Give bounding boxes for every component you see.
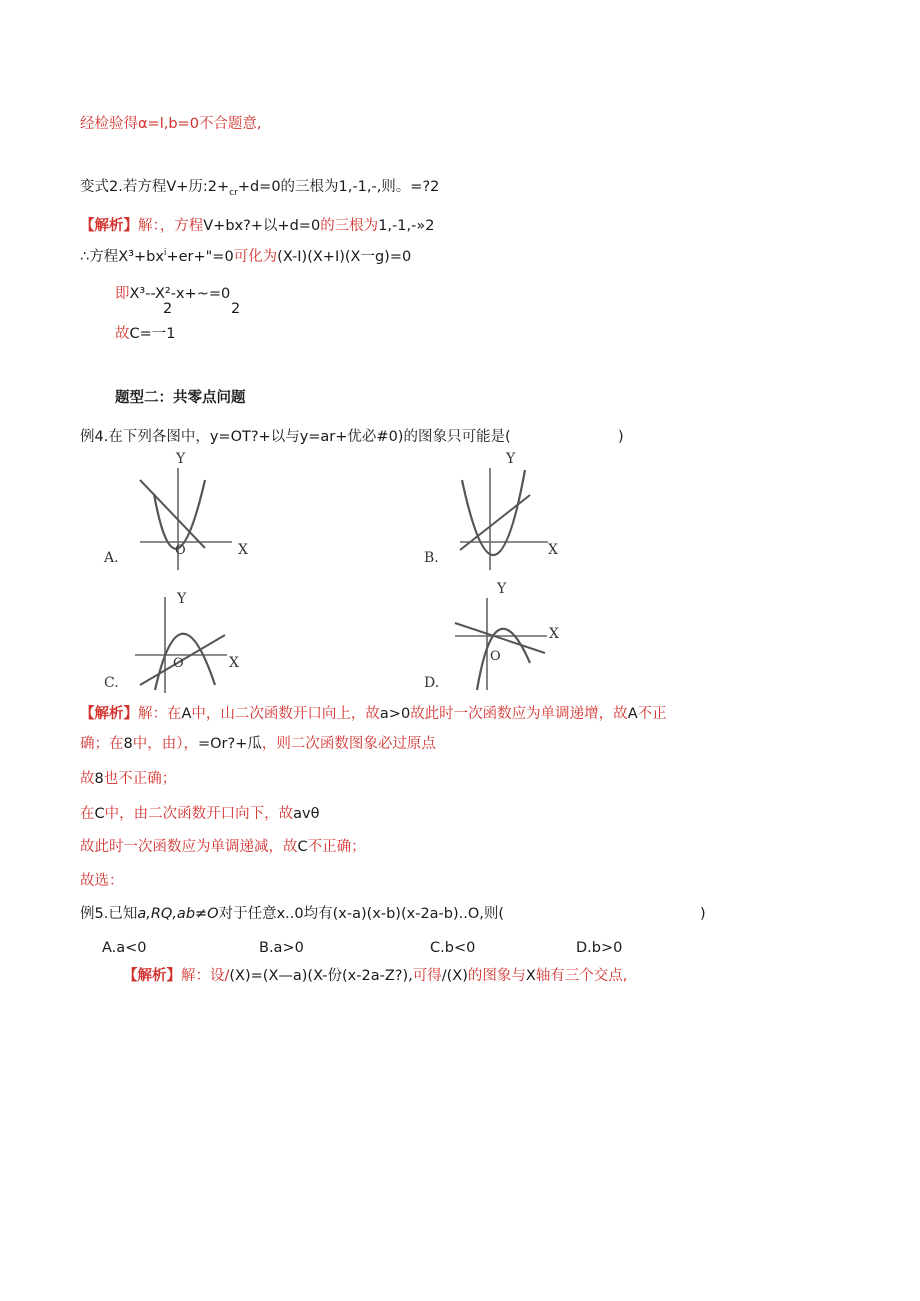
analysis-4c: 中，由二次函数开口向下，故	[104, 806, 294, 822]
analysis-3c: 也不正确；	[103, 771, 177, 787]
analysis-1d: a>0	[379, 706, 411, 722]
graph-b-x-label: X	[548, 542, 558, 558]
solution-tag: 【解析】	[80, 218, 138, 234]
equation-part-2: +er+"=0	[166, 248, 234, 265]
analysis-2d: =Or?+瓜	[197, 736, 262, 752]
analysis-1a: 解：在	[138, 706, 182, 722]
graph-b-y-label: Y	[506, 451, 516, 467]
analysis-1b: A	[181, 706, 192, 722]
example-5-analysis-e: 的图象与	[467, 968, 526, 984]
graph-d-y-label: Y	[497, 581, 507, 597]
variant-2-subscript: cr	[229, 187, 238, 198]
analysis-2e: ，则二次函数图象必过原点	[261, 736, 436, 752]
example-5-option-c: C.b<0	[430, 940, 476, 956]
example-5-lead: 例5.已知	[80, 906, 138, 922]
analysis-1e: 故此时一次函数应为单调递增，故	[410, 706, 628, 722]
example-5-condition: a,RQ,ab≠O	[137, 906, 219, 922]
analysis-2c: 中，由），	[132, 736, 198, 752]
fraction-denominator-right: 2	[231, 301, 241, 317]
example-5-option-b: B.a>0	[259, 940, 304, 956]
analysis-4a: 在	[80, 806, 95, 822]
example-5-close-paren: )	[700, 906, 706, 922]
example-5-option-a: A.a<0	[102, 940, 147, 956]
example-4-question	[80, 428, 511, 446]
example-5-analysis	[123, 967, 627, 985]
graph-c-parabola	[155, 634, 215, 690]
example-5-have: 均有	[303, 906, 333, 922]
graph-a-parabola	[154, 480, 205, 549]
example-5-analysis-c: 可得	[412, 968, 442, 984]
graph-c	[115, 585, 265, 695]
analysis-3b: 8	[94, 771, 104, 787]
analysis-line-6: 故选：	[80, 873, 124, 889]
example-4-functions: y=OT?+以与y=ar+优必#0)的图象只可能是(	[209, 429, 511, 445]
variant-2-text: 变式2.若方程V+历:2+	[80, 179, 230, 195]
graph-c-x-label: X	[229, 655, 239, 671]
analysis-line-2	[80, 735, 436, 753]
graph-d-x-label: X	[549, 626, 559, 642]
can-be-written-text: 可化为	[233, 248, 278, 265]
graph-a	[100, 450, 260, 575]
analysis-4d: avθ	[293, 806, 320, 822]
analysis-tag: 【解析】	[80, 706, 138, 722]
graph-b	[420, 450, 580, 575]
analysis-1f: A	[627, 706, 638, 722]
example-5-then: 则(	[483, 906, 505, 922]
graph-a-origin-label: O	[175, 543, 186, 558]
variant-2-tail: +d=0的三根为1,-1,-,则。=?2	[237, 179, 440, 195]
example-5-option-d: D.b>0	[576, 940, 623, 956]
graph-d-parabola	[477, 629, 530, 690]
solution-line-1	[80, 217, 434, 235]
analysis-line-1	[80, 705, 667, 723]
graph-a-y-label: Y	[176, 451, 186, 467]
example-4-lead: 例4.在下列各图中，	[80, 429, 210, 445]
example-5-analysis-d: /(X)	[441, 968, 468, 984]
example-5-x-range: x..0	[276, 906, 304, 922]
analysis-line-3	[80, 770, 176, 788]
solution-text-a: 解：，方程	[138, 218, 204, 234]
solution-line-3	[115, 285, 230, 303]
verification-text: 经检验得α=l,b=0不合题意,	[80, 116, 262, 132]
example-5-question	[80, 905, 504, 923]
option-a-label: A.	[104, 550, 119, 566]
hence-text: 故	[115, 326, 130, 342]
graph-d-origin-label: O	[490, 649, 501, 664]
graph-c-origin-label: O	[173, 656, 184, 671]
expanded-equation: X³--X²-x+~=0	[129, 286, 231, 302]
analysis-5c: 不正确；	[307, 839, 366, 855]
equation-part-1: X³+bx	[118, 248, 164, 265]
analysis-1c: 中，山二次函数开口向上，故	[191, 706, 380, 722]
example-5-analysis-a: 解：设/	[181, 968, 230, 984]
solution-equation: V+bx?+以+d=0	[203, 218, 321, 234]
analysis-2a: 确；在	[80, 736, 124, 752]
therefore-text: ∴方程	[80, 248, 119, 265]
factored-equation: (X-I)(X+I)(X一g)=0	[277, 248, 412, 265]
analysis-2b: 8	[123, 736, 133, 752]
graph-c-y-label: Y	[177, 591, 187, 607]
section-title: 题型二：共零点问题	[115, 390, 246, 406]
graph-a-x-label: X	[238, 542, 248, 558]
solution-line-4	[115, 325, 176, 343]
fraction-denominator: 2	[163, 301, 173, 317]
namely-text: 即	[115, 286, 130, 302]
example-5-inequality: (x-a)(x-b)(x-2a-b)..O,	[332, 906, 484, 922]
result-c: C=一1	[129, 326, 176, 342]
graph-d	[445, 578, 575, 693]
analysis-line-4	[80, 805, 319, 823]
solution-text-c: 的三根为	[320, 218, 379, 234]
verification-line	[80, 115, 262, 133]
analysis-3a: 故	[80, 771, 95, 787]
example-5-analysis-tag: 【解析】	[123, 968, 181, 984]
example-5-forall: 对于任意	[218, 906, 277, 922]
example-4-close-paren: )	[618, 429, 624, 445]
example-5-analysis-g: 轴有三个交点,	[535, 968, 628, 984]
option-c-label: C.	[104, 675, 119, 691]
solution-line-2	[80, 244, 411, 266]
equation-superscript: i	[163, 248, 167, 258]
example-5-analysis-function: (X)=(X—a)(X-份(x-2a-Z?),	[229, 968, 413, 984]
analysis-5b: C	[297, 839, 308, 855]
analysis-5a: 故此时一次函数应为单调递减，故	[80, 839, 298, 855]
option-d-label: D.	[424, 675, 440, 691]
analysis-1g: 不正	[637, 706, 667, 722]
analysis-4b: C	[94, 806, 105, 822]
example-5-analysis-f: X	[525, 968, 536, 984]
variant-2-question	[80, 178, 439, 202]
solution-roots: 1,-1,-»2	[378, 218, 435, 234]
option-b-label: B.	[424, 550, 439, 566]
analysis-line-5	[80, 838, 366, 856]
